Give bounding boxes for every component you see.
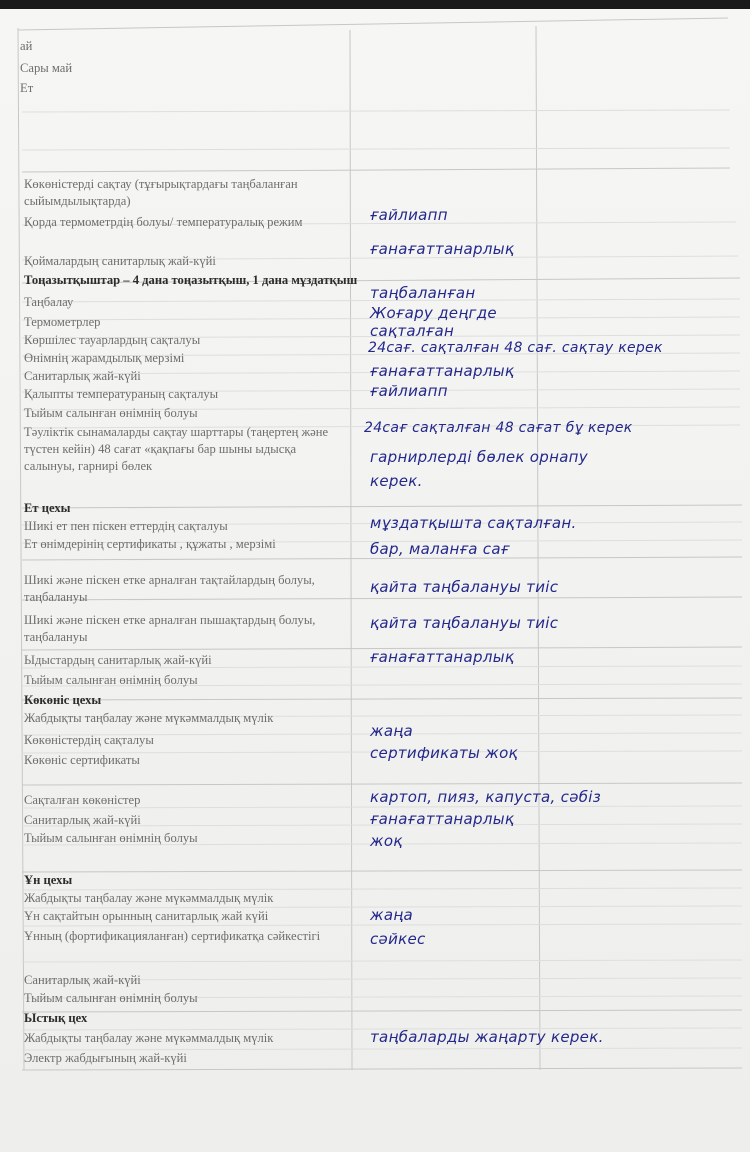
handwritten-note: сәйкес xyxy=(370,930,426,948)
row-label: Көкөністердің сақталуы xyxy=(24,733,154,747)
row-label: Көршілес тауарлардың сақталуы xyxy=(24,333,201,347)
row-label: Сары май xyxy=(20,61,73,75)
section-heading: Көкөніс цехы xyxy=(24,693,102,707)
handwritten-note: сертификаты жоқ xyxy=(370,744,518,762)
handwritten-note: таңбаланған xyxy=(370,284,476,302)
row-label: Тыйым салынған өнімнің болуы xyxy=(24,673,198,687)
handwritten-note: ғанағаттанарлық xyxy=(370,810,515,828)
row-label: Өнімнің жарамдылық мерзімі xyxy=(24,351,185,365)
row-label: Қалыпты температураның сақталуы xyxy=(24,387,219,401)
section-heading: Тоңазытқыштар – 4 дана тоңазытқыш, 1 дана мұздатқыш xyxy=(24,273,358,287)
handwritten-note: бар, маланға сағ xyxy=(370,540,510,558)
row-label: ай xyxy=(20,39,33,53)
handwritten-note: керек. xyxy=(370,472,423,490)
row-label: Тәуліктік сынамаларды сақтау шарттары (таңертең және түстен кейін) 48 сағат «қақпағы бар шыны ыдысқа салынуы, гарнирі бөлек xyxy=(24,425,329,473)
row-label: Шикі және піскен етке арналған пышақтардың болуы, таңбалануы xyxy=(24,613,316,644)
row-label: Ет xyxy=(20,81,34,95)
handwritten-note: ғанағаттанарлық xyxy=(370,648,515,666)
row-label: Тыйым салынған өнімнің болуы xyxy=(24,991,198,1005)
section-heading: Ұн цехы xyxy=(24,873,73,887)
handwritten-note: жаңа xyxy=(370,906,414,924)
row-label: Ет өнімдерінің сертификаты , құжаты , мерзімі xyxy=(24,537,276,551)
handwritten-note: сақталған xyxy=(370,322,455,340)
row-label: Шикі және піскен етке арналған тақтайлардың болуы, таңбалануы xyxy=(24,573,315,604)
handwritten-note: гарнирлерді бөлек орнапу xyxy=(370,448,588,466)
row-label: Жабдықты таңбалау және мүкәммалдық мүлік xyxy=(24,1031,274,1045)
handwritten-note: таңбаларды жаңарту керек. xyxy=(370,1028,604,1046)
row-label: Санитарлық жай-күйі xyxy=(24,973,141,987)
handwritten-note: ғанағаттанарлық xyxy=(370,362,515,380)
row-label: Тыйым салынған өнімнің болуы xyxy=(24,406,198,420)
handwritten-note: жаңа xyxy=(370,722,414,740)
row-label: Ыдыстардың санитарлық жай-күйі xyxy=(24,653,212,667)
row-label: Көкөніс сертификаты xyxy=(24,753,140,767)
row-label: Термометрлер xyxy=(24,315,101,329)
row-label: Санитарлық жай-күйі xyxy=(24,813,141,827)
row-label: Ұн сақтайтын орынның санитарлық жай күйі xyxy=(24,909,269,923)
row-label: Қорда термометрдің болуы/ температуралық режим xyxy=(24,215,303,229)
row-label: Жабдықты таңбалау және мүкәммалдық мүлік xyxy=(24,711,274,725)
row-label: Санитарлық жай-күйі xyxy=(24,369,141,383)
handwritten-note: ғайлиапп xyxy=(370,382,448,400)
handwritten-note: картоп, пияз, капуста, сәбіз xyxy=(370,788,602,806)
row-label: Ұнның (фортификацияланған) сертификатқа сәйкестігі xyxy=(24,929,321,943)
row-label: Қоймалардың санитарлық жай-күйі xyxy=(24,254,216,268)
handwritten-note: қайта таңбалануы тиіс xyxy=(370,614,559,632)
row-label: Сақталған көкөністер xyxy=(24,793,141,807)
handwritten-note: ғайлиапп xyxy=(370,206,448,224)
row-label: Жабдықты таңбалау және мүкәммалдық мүлік xyxy=(24,891,274,905)
handwritten-note: мұздатқышта сақталған. xyxy=(370,514,577,532)
row-label: Тыйым салынған өнімнің болуы xyxy=(24,831,198,845)
handwritten-note: қайта таңбалануы тиіс xyxy=(370,578,559,596)
handwritten-note: 24сағ. сақталған 48 сағ. сақтау керек xyxy=(368,340,663,356)
handwritten-note: 24сағ сақталған 48 сағат бұ керек xyxy=(364,420,633,436)
row-label: Таңбалау xyxy=(24,295,74,309)
row-label: Көкөністерді сақтау (тұғырықтардағы таңбаланған сыйымдылықтарда) xyxy=(24,177,298,208)
handwritten-note: ғанағаттанарлық xyxy=(370,240,515,258)
row-label: Шикі ет пен піскен еттердің сақталуы xyxy=(24,519,228,533)
handwritten-note: Жоғару деңгде xyxy=(370,304,497,322)
section-heading: Ет цехы xyxy=(24,501,71,515)
row-label: Электр жабдығының жай-күйі xyxy=(24,1051,187,1065)
section-heading: Ыстық цех xyxy=(24,1011,88,1025)
handwritten-note: жоқ xyxy=(370,832,403,850)
